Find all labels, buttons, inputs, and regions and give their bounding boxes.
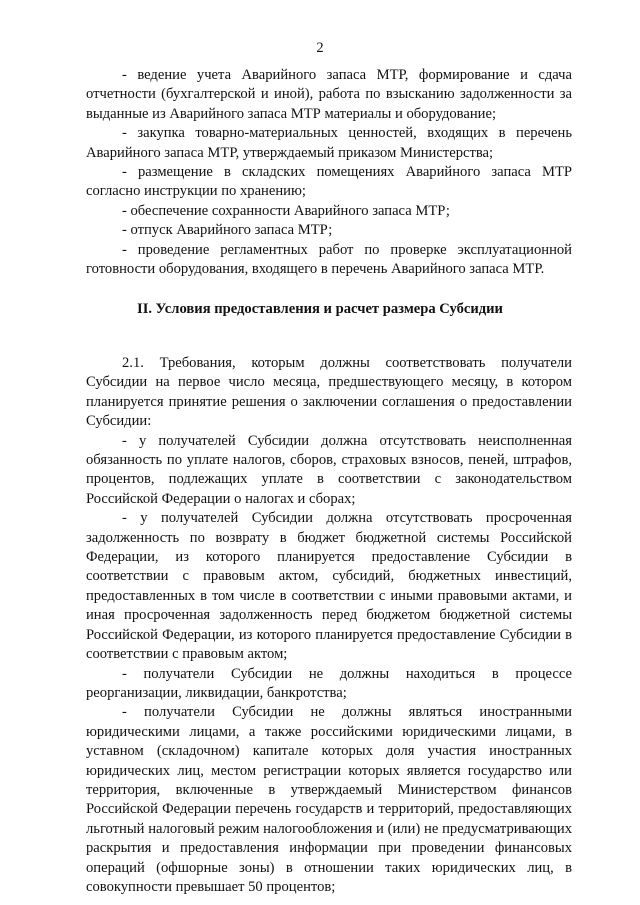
list-item: - закупка товарно-материальных ценностей, входящих в перечень Аварийного запаса МТР, утверждаемый приказом Министерства; — [86, 125, 572, 161]
list-item: - размещение в складских помещениях Аварийного запаса МТР согласно инструкции по хранению; — [86, 164, 572, 200]
list-item: - у получателей Субсидии должна отсутствовать неисполненная обязанность по уплате налогов, сборов, страховых взносов, пеней, штрафов, процентов, подлежащих уплате в соответствии с законодательством Российской Федерации о налогах и сборах; — [86, 432, 572, 507]
list-item: - отпуск Аварийного запаса МТР; — [122, 222, 333, 239]
list-item: - проведение регламентных работ по проверке эксплуатационной готовности оборудования, входящего в перечень Аварийного запаса МТР. — [86, 241, 572, 278]
list-item: - получатели Субсидии не должны являться иностранными юридическими лицами, а также российскими юридическими лицами, в уставном (складочном) капитале которых доля участия иностранных юридических лиц, местом регистрации которых является государство или территория, включенные в утверждаемый Министерством финансов Российской Федерации перечень государств и территорий, предоставляющих льготный налоговый режим налогообложения и (или) не предусматривающих раскрытия и предоставления информации при проведении финансовых операций (офшорные зоны) в отношении таких юридических лиц, в совокупности превышает 50 процентов; — [86, 704, 572, 895]
list-item: - у получателей Субсидии должна отсутствовать просроченная задолженность по возврату в бюджет бюджетной системы Российской Федерации, из которого планируется предоставление Субсидии в соответствии с правовым актом, субсидий, бюджетных инвестиций, предоставленных в том числе в соответствии с иными правовыми актами, и иная просроченная задолженность перед бюджетом бюджетной системы Российской Федерации, из которого планируется предоставление Субсидии в соответствии с правовым актом; — [86, 510, 572, 663]
list-item: - получатели Субсидии не должны находиться в процессе реорганизации, ликвидации, банкротства; — [86, 665, 572, 701]
list-item: - обеспечение сохранности Аварийного запаса МТР; — [122, 202, 450, 219]
section-heading: II. Условия предоставления и расчет размера Субсидии — [137, 301, 503, 317]
section-body — [86, 354, 572, 897]
list-item: - ведение учета Аварийного запаса МТР, формирование и сдача отчетности (бухгалтерской и иной), работа по взысканию задолженности за выданные из Аварийного запаса МТР материалы и оборудование; — [86, 67, 572, 122]
paragraph-requirements: 2.1. Требования, которым должны соответствовать получатели Субсидии на первое число месяца, предшествующего месяцу, в котором планируется принятие решения о заключении соглашения о предоставлении Субсидии: — [86, 355, 572, 430]
responsibilities-list — [86, 66, 572, 279]
page-number: 2 — [316, 40, 324, 56]
